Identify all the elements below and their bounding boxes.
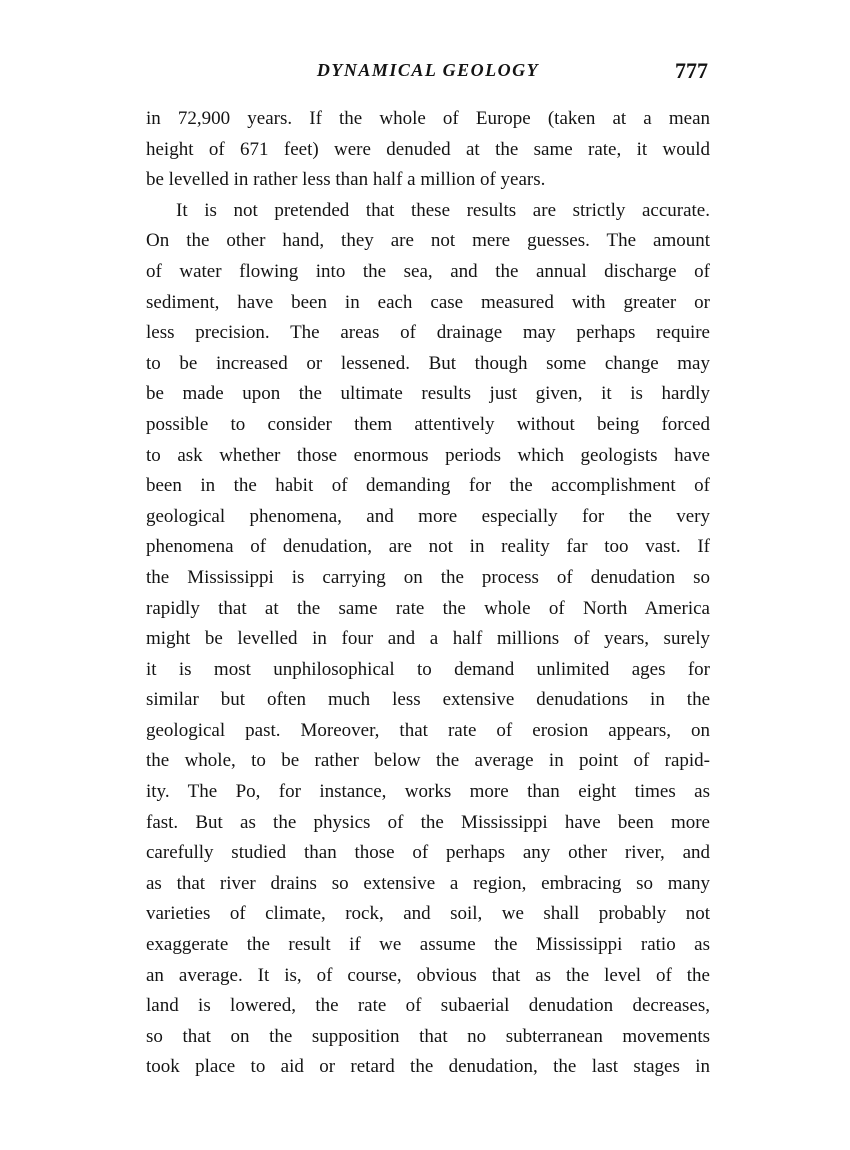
running-head [146, 60, 710, 88]
text-line: be levelled in rather less than half a million of years. [146, 169, 546, 191]
text-line: phenomena of denudation, are not in reality far too vast. If [146, 536, 710, 558]
text-line: less precision. The areas of drainage may perhaps require [146, 322, 710, 344]
text-line: been in the habit of demanding for the accomplishment of [146, 475, 710, 497]
text-line: varieties of climate, rock, and soil, we shall probably not [146, 903, 710, 925]
text-line: land is lowered, the rate of subaerial denudation decreases, [146, 995, 710, 1017]
text-line: fast. But as the physics of the Mississippi have been more [146, 811, 710, 833]
text-line: It is not pretended that these results are strictly accurate. [176, 199, 710, 221]
page-number: 777 [675, 58, 708, 83]
running-title: DYNAMICAL GEOLOGY [316, 60, 540, 80]
text-line: ity. The Po, for instance, works more than eight times as [146, 781, 710, 803]
text-line: the Mississippi is carrying on the process of denudation so [146, 566, 710, 588]
text-line: in 72,900 years. If the whole of Europe (taken at a mean [146, 108, 710, 129]
text-line: similar but often much less extensive denudations in the [146, 689, 710, 711]
text-line: carefully studied than those of perhaps any other river, and [146, 842, 710, 864]
text-line: to be increased or lessened. But though some change may [146, 352, 710, 374]
text-line: as that river drains so extensive a region, embracing so many [146, 872, 710, 894]
text-line: be made upon the ultimate results just given, it is hardly [146, 383, 710, 405]
text-line: so that on the supposition that no subterranean movements [146, 1025, 710, 1047]
body-text [146, 104, 710, 1083]
text-line: height of 671 feet) were denuded at the same rate, it would [146, 138, 710, 160]
text-line: of water flowing into the sea, and the annual discharge of [146, 260, 710, 282]
text-line: to ask whether those enormous periods which geologists have [146, 444, 710, 466]
text-line: geological past. Moreover, that rate of erosion appears, on [146, 719, 710, 741]
text-line: an average. It is, of course, obvious that as the level of the [146, 964, 710, 986]
text-line: rapidly that at the same rate the whole of North America [146, 597, 710, 619]
text-line: possible to consider them attentively without being forced [146, 413, 710, 435]
text-line: exaggerate the result if we assume the Mississippi ratio as [146, 934, 710, 956]
text-line: On the other hand, they are not mere guesses. The amount [146, 230, 710, 252]
text-line: geological phenomena, and more especially for the very [146, 505, 710, 527]
text-line: took place to aid or retard the denudation, the last stages in [146, 1056, 710, 1078]
text-line: might be levelled in four and a half millions of years, surely [146, 628, 710, 650]
text-line: it is most unphilosophical to demand unlimited ages for [146, 658, 710, 680]
text-line: the whole, to be rather below the average in point of rapid- [146, 750, 710, 772]
text-line: sediment, have been in each case measured with greater or [146, 291, 710, 313]
